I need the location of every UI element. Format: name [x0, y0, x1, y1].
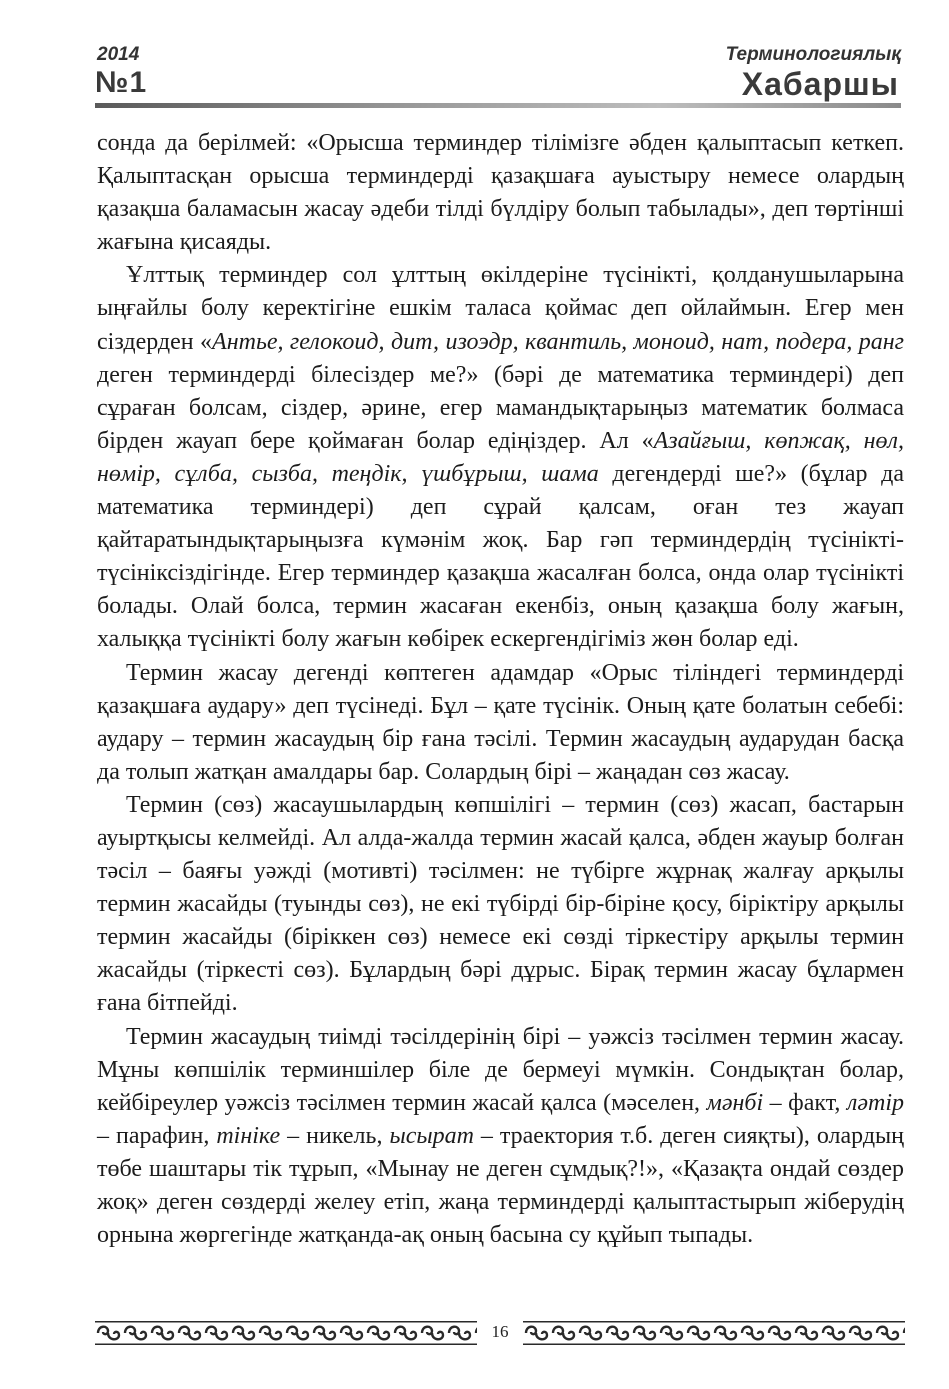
article-body	[97, 127, 904, 1252]
paragraph-5-text-g: – никель,	[280, 1122, 390, 1149]
journal-title-line2: Хабаршы	[741, 66, 899, 102]
paragraph-5-italic-term-4: ысырат	[389, 1122, 474, 1149]
journal-title-line1: Терминологиялық	[725, 44, 901, 65]
paragraph-1: сонда да берілмей: «Орысша терминдер тілімізге әбден қалыптасып кеткеп. Қалыптасқан орысша терминдерді қазақшаға ауыстыру немесе олардың қазақша баламасын жасау әдеби тілді бүлдіру болып табылады», деп төртінші жағына қисаяды.	[97, 130, 904, 256]
journal-issue: №1	[95, 66, 148, 99]
paragraph-5-text-e: – парафин,	[97, 1122, 217, 1149]
paragraph-2-text-a: Ұлттық терминдер сол ұлттың өкілдеріне түсінікті, қолданушыларына ыңғайлы болу керектігіне ешкім таласа қоймас деп ойлаймын. Егер мен сіздерден «	[97, 262, 904, 355]
paragraph-3: Термин жасау дегенді көптеген адамдар «Орыс тіліндегі терминдерді қазақшаға аудару» деп түсінеді. Бұл – қате түсінік. Оның қате болатын себебі: аудару – термин жасаудың бір ғана тәсілі. Термин жасаудың аударудан басқа да толып жатқан амалдары бар. Солардың бірі – жаңадан сөз жасау.	[97, 659, 904, 785]
paragraph-5-text-c: – факт,	[763, 1089, 847, 1116]
header-divider	[95, 103, 901, 108]
journal-year: 2014	[97, 44, 140, 65]
paragraph-5-italic-term-1: мәнбі	[706, 1089, 764, 1116]
page-number: 16	[491, 1322, 509, 1341]
paragraph-2	[97, 259, 904, 656]
ornament-right-icon	[523, 1320, 905, 1346]
paragraph-2-italic-terms-2: Азайғыш, көпжақ, нөл, нөмір, сұлба, сызба, теңдік, үшбұрыш, шама	[97, 427, 904, 487]
paragraph-2-italic-terms-1: Антье, гелокоид, дит, изоэдр, квантиль, моноид, нат, подера, ранг	[212, 328, 905, 355]
paragraph-2-text-c: деген терминдерді білесіздер ме?» (бәрі де математика терминдері) деп сұраған болсам, сіздер, әрине, егер мамандықтарыңыз математик болмаса бірден жауап бере қоймаған болар едіңіздер. Ал «	[97, 361, 904, 454]
paragraph-4: Термин (сөз) жасаушылардың көпшілігі – термин (сөз) жасап, бастарын ауыртқысы келмейді. Ал алда-жалда термин жасай қалса, әбден жауыр болған тәсіл – баяғы уәжді (мотивті) тәсілмен: не түбірге жұрнақ жалғау арқылы термин жасайды (туынды сөз), не екі түбірді бір-біріне қосу, біріктіру арқылы термин жасайды (біріккен сөз) немесе екі сөзді тіркестіру арқылы термин жасайды (тіркесті сөз). Бұлардың бәрі дұрыс. Бірақ термин жасау бұлармен ғана бітпейді.	[97, 791, 904, 1017]
paragraph-2-text-e: дегендерді ше?» (бұлар да математика терминдері) деп сұрай қалсам, оған тез жауап қайтаратындықтарыңызға күмәнім жоқ. Бар гәп терминдердің түсінікті-түсініксіздігінде. Егер терминдер қазақша жасалған болса, онда олар түсінікті болады. Олай болса, термин жасаған екенбіз, оның қазақша болу жағын, халыққа түсінікті болу жағын көбірек ескергендігіміз жөн болар еді.	[97, 460, 904, 653]
page-header	[0, 0, 949, 110]
paragraph-5-italic-term-2: ләтір	[846, 1089, 904, 1116]
paragraph-5	[97, 1021, 904, 1253]
paragraph-5-text-a: Термин жасаудың тиімді тәсілдерінің бірі – уәжсіз тәсілмен термин жасау. Мұны көпшілік терминшілер біле де бермеуі мүмкін. Сондықтан болар, кейбіреулер уәжсіз тәсілмен термин жасай қалса (мәселен,	[97, 1023, 904, 1116]
page-footer	[95, 1320, 905, 1350]
paragraph-5-italic-term-3: тініке	[216, 1122, 281, 1149]
ornament-left-icon	[95, 1320, 477, 1346]
paragraph-5-text-i: – траектория т.б. деген сияқты), олардың төбе шаштары тік тұрып, «Мынау не деген сұмдық?!», «Қазақта ондай сөздер жоқ» деген сөздерді желеу етіп, жаңа терминдерді қалыптастырып жіберудің орнына жөргегінде жатқанда-ақ оның басына су құйып тыпады.	[97, 1122, 905, 1249]
